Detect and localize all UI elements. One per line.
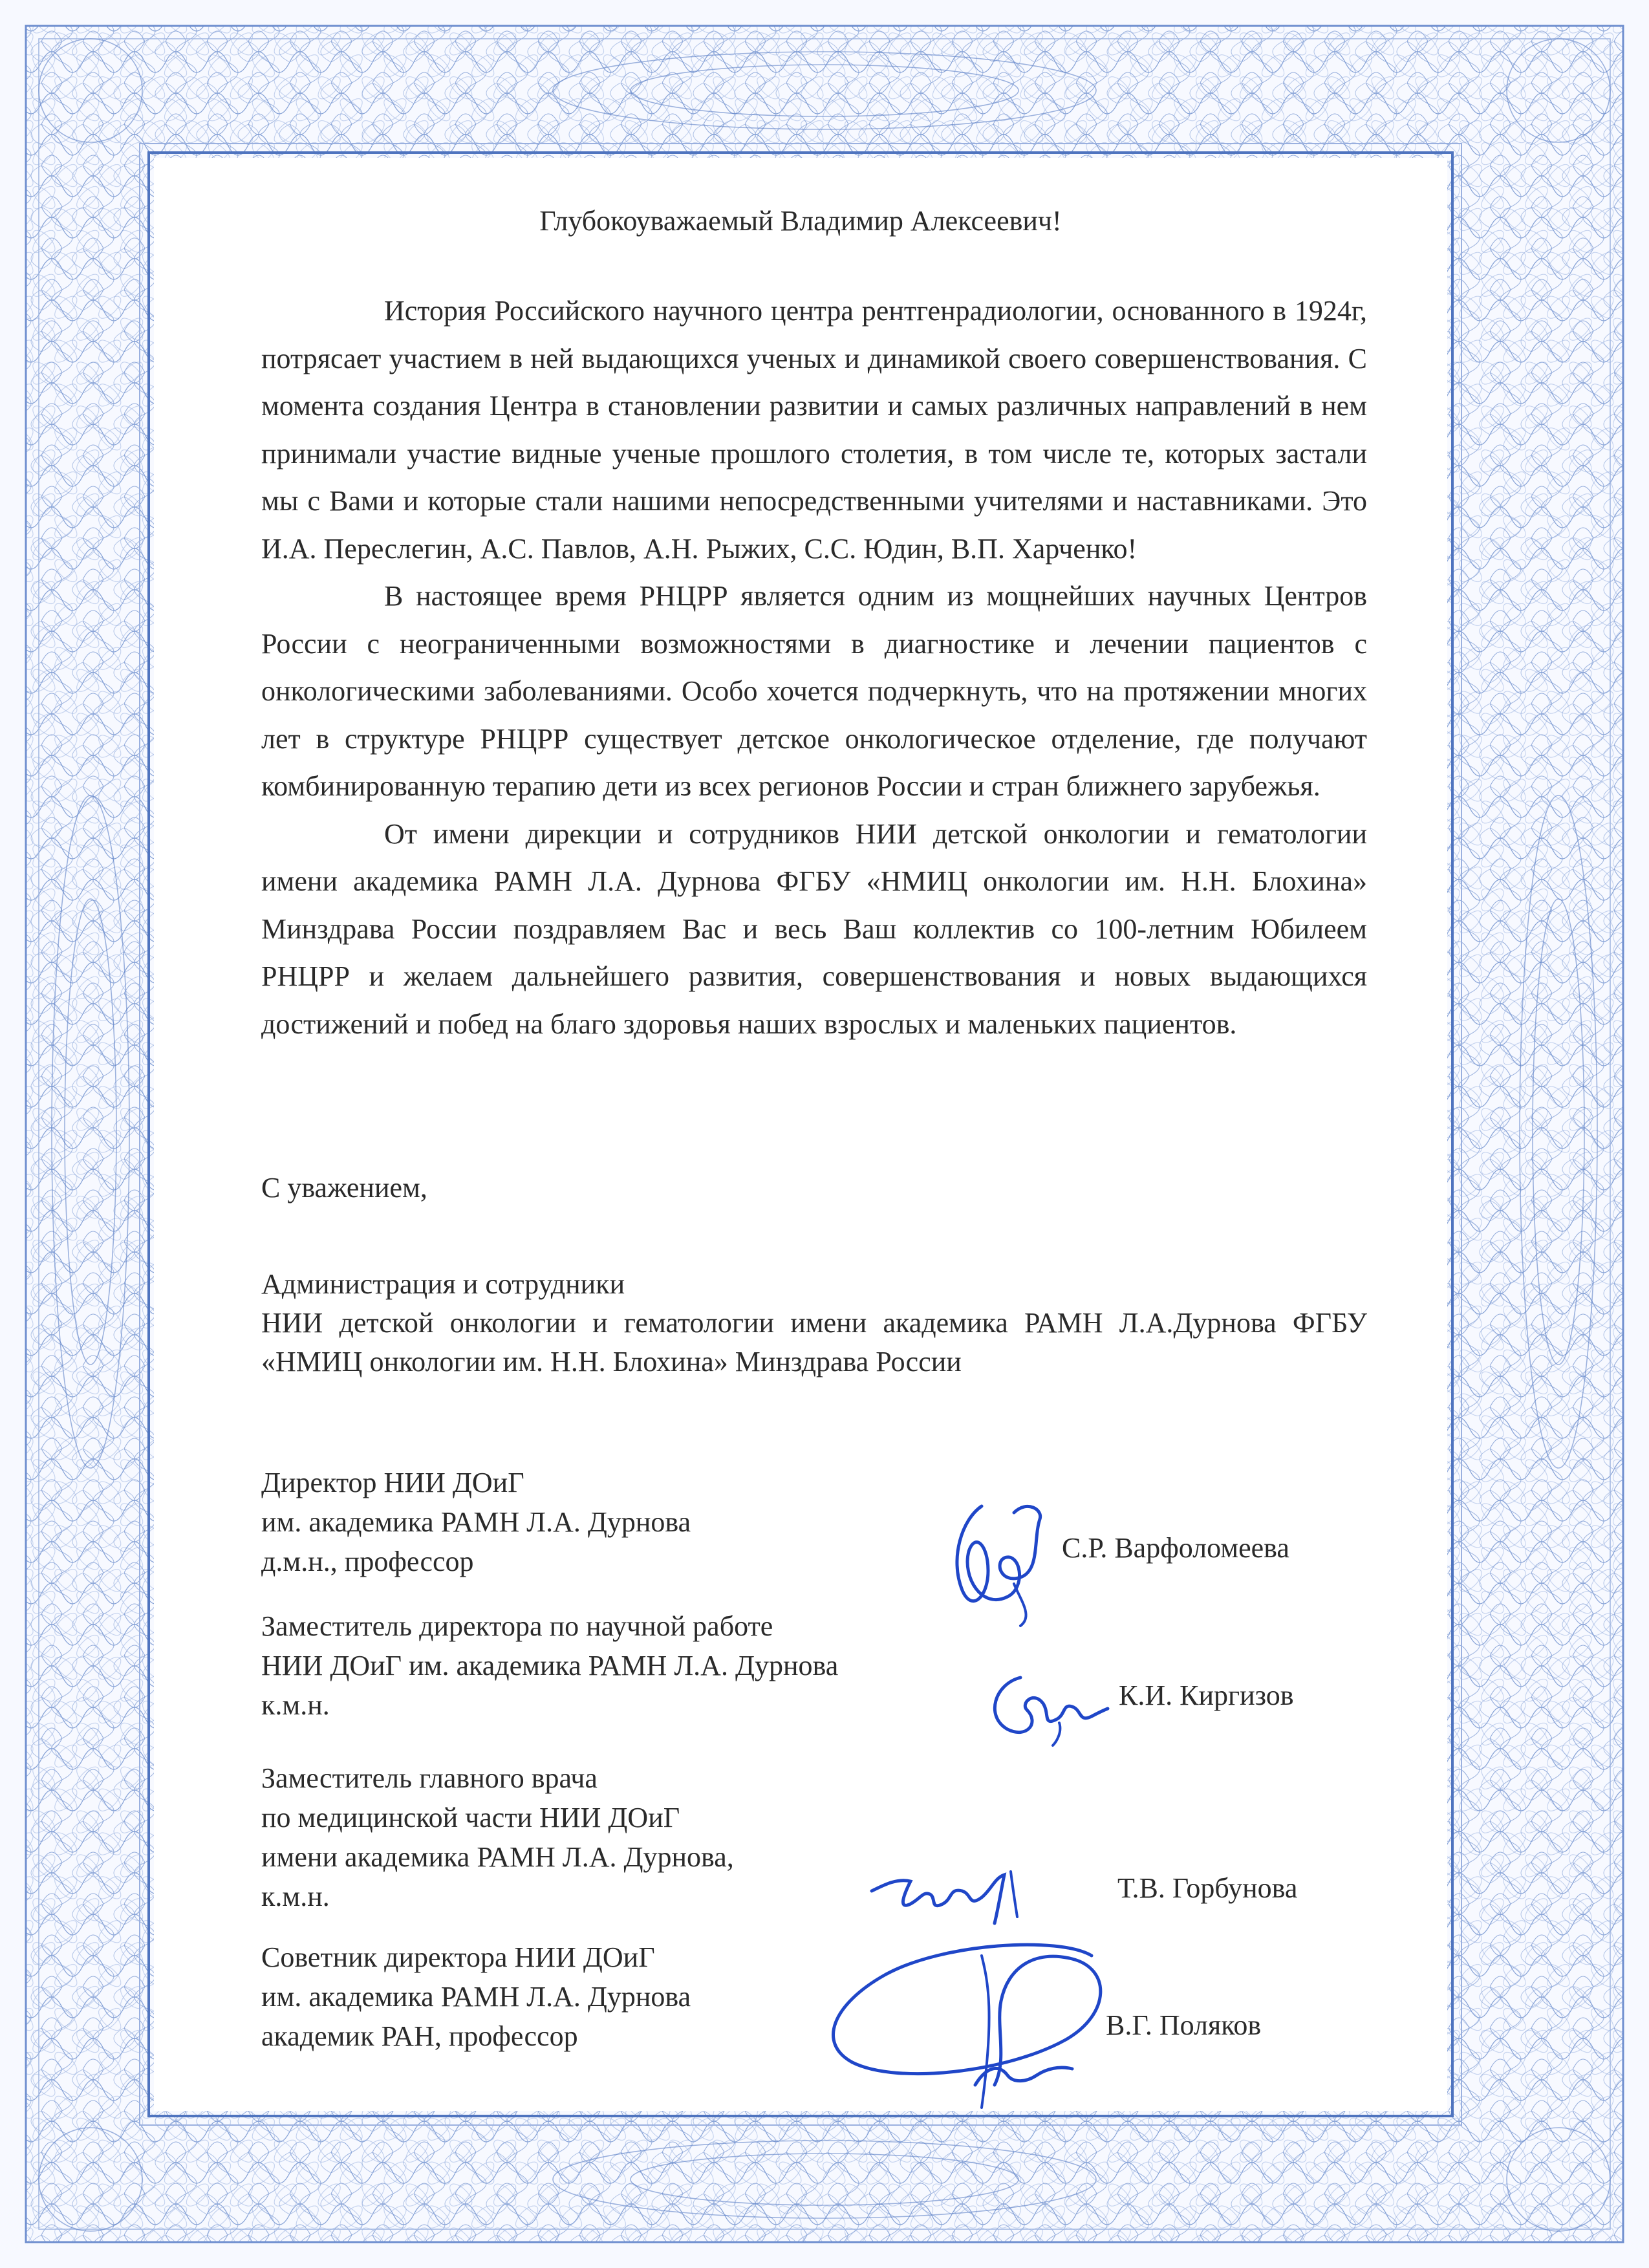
signatory-4-name: В.Г. Поляков [1106, 2009, 1262, 2041]
signatory-2-title [261, 1606, 838, 1725]
paragraph-congratulation: От имени дирекции и сотрудников НИИ детской онкологии и гематологии имени академика РАМН Л.А. Дурнова ФГБУ «НМИЦ онкологии им. Н.Н. Блохина» Минздрава России поздравляем Вас и весь Ваш коллектив со 100-летним Юбилеем РНЦРР и желаем дальнейшего развития, совершенствования и новых выдающихся достижений и побед на благо здоровья наших взрослых и маленьких пациентов. [261, 817, 1367, 1040]
signatory-4-line-3: академик РАН, профессор [261, 2020, 578, 2052]
signatory-3-line-1: Заместитель главного врача [261, 1762, 598, 1794]
signatory-4-title [261, 1938, 691, 2056]
letter-content [154, 158, 1447, 2111]
salutation: Глубокоуважаемый Владимир Алексеевич! [539, 205, 1062, 237]
signatory-3-line-3: имени академика РАМН Л.А. Дурнова, [261, 1841, 734, 1873]
signature-varfolomeeva [943, 1480, 1059, 1629]
signatory-3-title [261, 1758, 734, 1916]
signatory-2-line-2: НИИ ДОиГ им. академика РАМН Л.А. Дурнова [261, 1650, 839, 1681]
organization-block [261, 1265, 1367, 1381]
paragraph-history: История Российского научного центра рентгенрадиологии, основанного в 1924г, потрясает участием в ней выдающихся ученых и динамикой своего совершенствования. С момента создания Центра в становлении развитии и самых различных направлений в нем принимали участие видные ученые прошлого столетия, в том числе те, которых застали мы с Вами и которые стали нашими непосредственными учителями и наставниками. Это И.А. Переслегин, А.С. Павлов, А.Н. Рыжих, С.С. Юдин, В.П. Харченко! [261, 295, 1367, 565]
signature-polyakov [814, 1930, 1117, 2111]
paragraph-present: В настоящее время РНЦРР является одним из мощнейших научных Центров России с неограниченными возможностями в диагностике и лечении пациентов с онкологическими заболеваниями. Особо хочется подчеркнуть, что на протяжении многих лет в структуре РНЦРР существует детское онкологическое отделение, где получают комбинированную терапию дети из всех регионов России и стран ближнего зарубежья. [261, 580, 1367, 802]
organization-line-2: НИИ детской онкологии и гематологии имени академика РАМН Л.А.Дурнова ФГБУ «НМИЦ онкологии им. Н.Н. Блохина» Минздрава России [261, 1307, 1367, 1377]
signatory-3-line-2: по медицинской части НИИ ДОиГ [261, 1802, 680, 1833]
signatory-3-line-4: к.м.н. [261, 1881, 330, 1912]
signature-gorbunova [865, 1859, 1033, 1930]
letter-body [261, 287, 1367, 1048]
signatory-2-line-3: к.м.н. [261, 1689, 330, 1721]
signatory-4-line-2: им. академика РАМН Л.А. Дурнова [261, 1981, 691, 2013]
organization-line-1: Администрация и сотрудники [261, 1268, 625, 1300]
signatory-4-line-1: Советник директора НИИ ДОиГ [261, 1941, 655, 1973]
signatory-1-name: С.Р. Варфоломеева [1062, 1532, 1289, 1564]
signatory-1-line-2: им. академика РАМН Л.А. Дурнова [261, 1506, 691, 1538]
signatory-1-line-1: Директор НИИ ДОиГ [261, 1467, 524, 1498]
signatory-1-line-3: д.м.н., профессор [261, 1546, 474, 1577]
signatory-1-title [261, 1463, 691, 1581]
signatory-2-line-1: Заместитель директора по научной работе [261, 1610, 773, 1642]
signature-kirgizov [982, 1665, 1111, 1749]
closing: С уважением, [261, 1172, 427, 1204]
signatory-2-name: К.И. Киргизов [1119, 1679, 1294, 1711]
signatory-3-name: Т.В. Горбунова [1117, 1872, 1298, 1904]
